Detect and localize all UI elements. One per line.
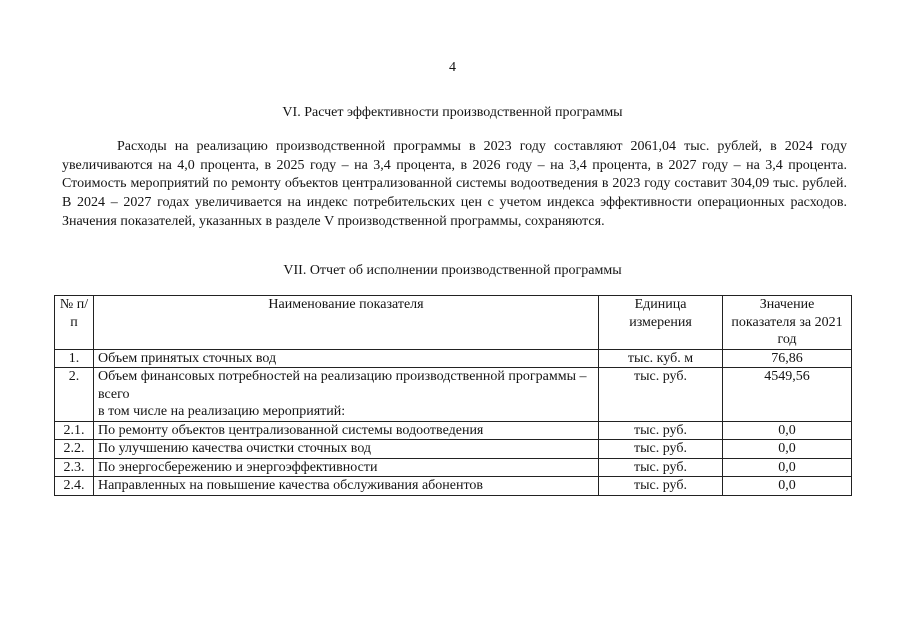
- row-name: По энергосбережению и энергоэффективности: [94, 458, 599, 477]
- row-value: 4549,56: [723, 368, 852, 422]
- page-number: 4: [449, 60, 456, 75]
- row-unit: тыс. руб.: [599, 368, 723, 422]
- header-name: Наименование показателя: [94, 296, 599, 350]
- row-name: Объем принятых сточных вод: [94, 349, 599, 368]
- section-6-title: VI. Расчет эффективности производственной программы: [282, 105, 623, 120]
- row-unit: тыс. руб.: [599, 477, 723, 496]
- row-num: 2.3.: [55, 458, 94, 477]
- row-name: По улучшению качества очистки сточных вод: [94, 440, 599, 459]
- table-row: [55, 440, 852, 459]
- row-num: 2.2.: [55, 440, 94, 459]
- header-unit: Единица измерения: [599, 296, 723, 350]
- row-num: 2.1.: [55, 421, 94, 440]
- row-name: По ремонту объектов централизованной системы водоотведения: [94, 421, 599, 440]
- row-num: 2.: [55, 368, 94, 422]
- table-header-row: [55, 296, 852, 350]
- row-unit: тыс. куб. м: [599, 349, 723, 368]
- row-value: 0,0: [723, 458, 852, 477]
- table-row: [55, 421, 852, 440]
- section-7-title: VII. Отчет об исполнении производственной программы: [283, 263, 622, 278]
- row-num: 2.4.: [55, 477, 94, 496]
- row-name: Направленных на повышение качества обслуживания абонентов: [94, 477, 599, 496]
- row-num: 1.: [55, 349, 94, 368]
- section-6-paragraph: Расходы на реализацию производственной программы в 2023 году составляют 2061,04 тыс. рублей, в 2024 году увеличиваются на 4,0 процента, в 2025 году – на 3,4 процента, в 2026 году – на 3,4 процента, в 2027 году – на 3,4 процента. Стоимость мероприятий по ремонту объектов централизованной системы водоотведения в 2023 году составит 304,09 тыс. рублей. В 2024 – 2027 годах увеличивается на индекс потребительских цен с учетом индекса эффективности операционных расходов. Значения показателей, указанных в разделе V производственной программы, сохраняются.: [62, 139, 847, 229]
- header-num: № п/п: [55, 296, 94, 350]
- row-unit: тыс. руб.: [599, 421, 723, 440]
- row-value: 0,0: [723, 421, 852, 440]
- header-value: Значение показателя за 2021 год: [723, 296, 852, 350]
- row-value: 0,0: [723, 440, 852, 459]
- table-row: [55, 368, 852, 422]
- row-unit: тыс. руб.: [599, 458, 723, 477]
- table-row: [55, 349, 852, 368]
- report-table: [54, 295, 852, 496]
- table-row: [55, 458, 852, 477]
- row-unit: тыс. руб.: [599, 440, 723, 459]
- row-name: Объем финансовых потребностей на реализацию производственной программы – всего в том числе на реализацию мероприятий:: [94, 368, 599, 422]
- row-value: 0,0: [723, 477, 852, 496]
- table-row: [55, 477, 852, 496]
- row-value: 76,86: [723, 349, 852, 368]
